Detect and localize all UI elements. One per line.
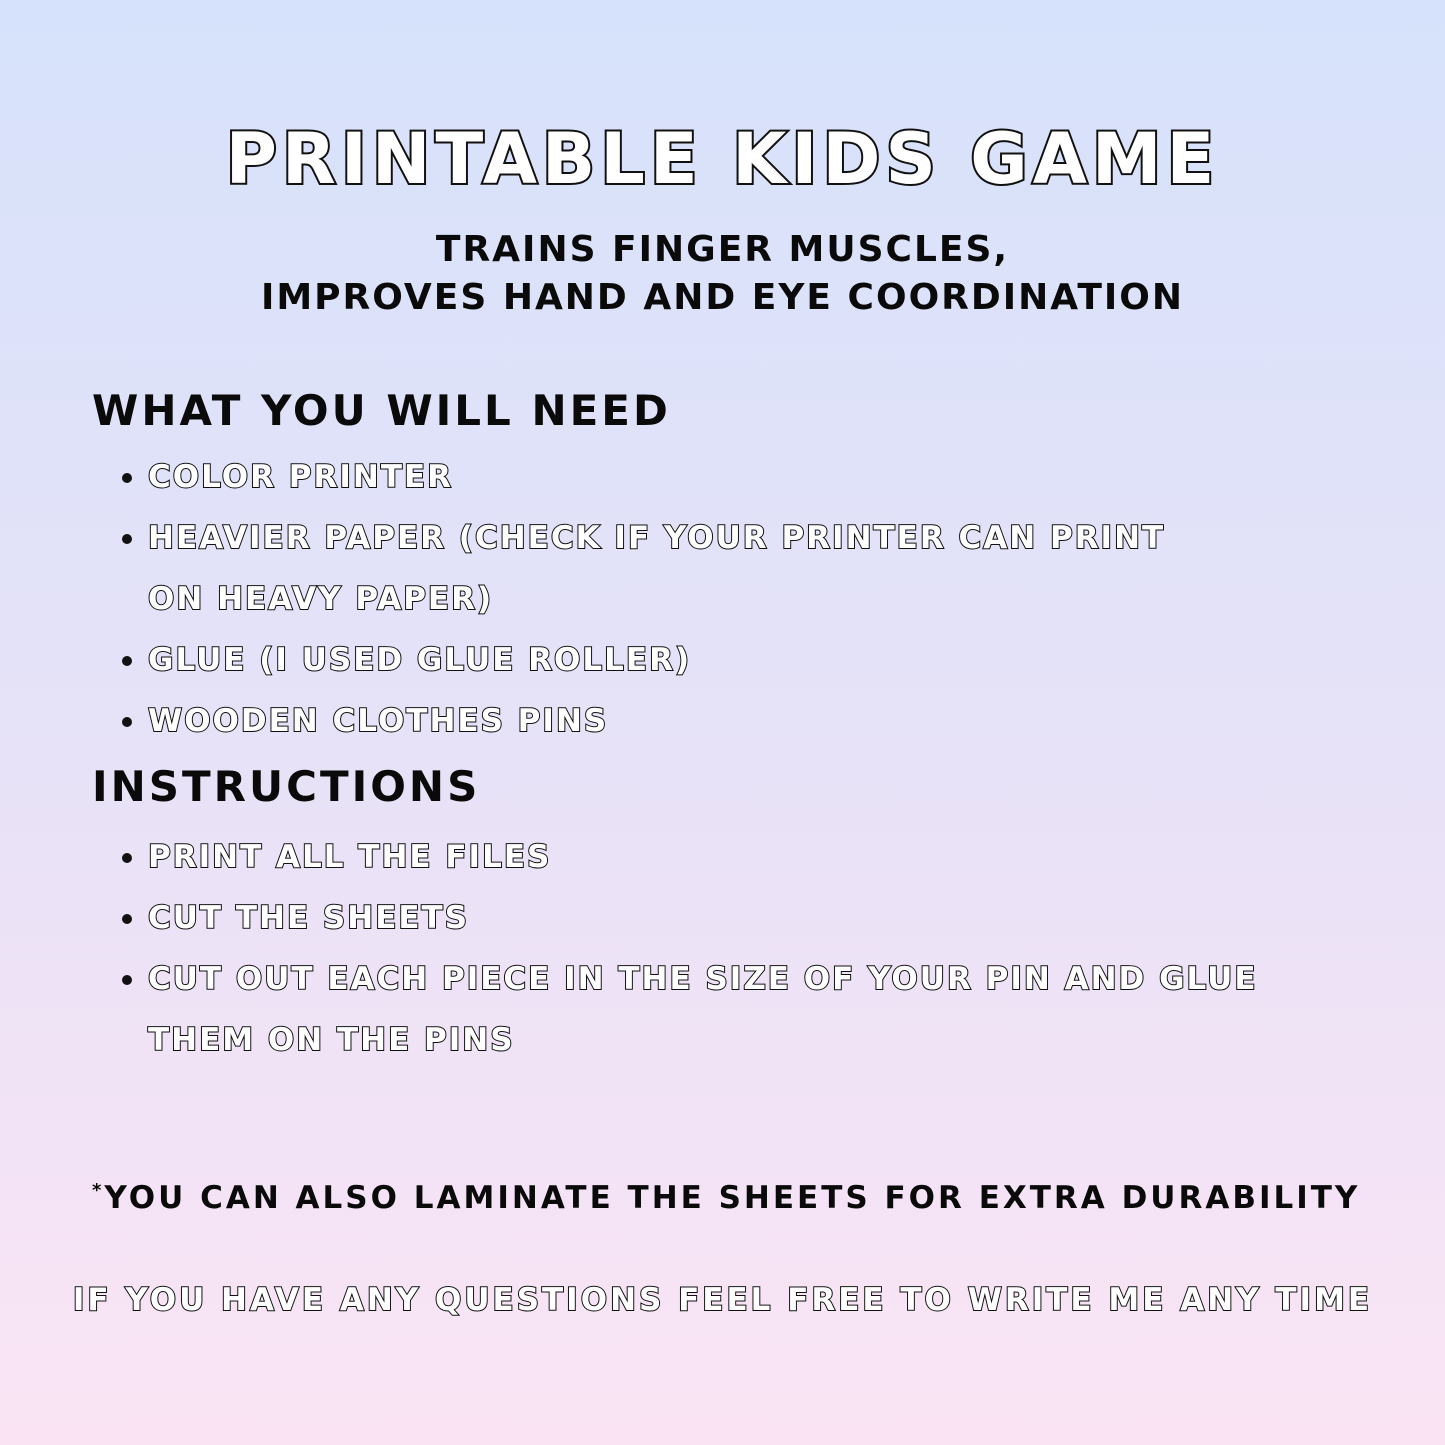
bullet-icon: [122, 534, 132, 544]
bullet-icon: [122, 975, 132, 985]
note-marker: *: [92, 1180, 105, 1201]
list-item: [148, 447, 1228, 508]
list-item-label: PRINT ALL THE FILES: [148, 839, 552, 875]
subtitle-line-2: IMPROVES HAND AND EYE COORDINATION: [260, 277, 1185, 318]
list-item-label: WOODEN CLOTHES PINS: [148, 703, 609, 739]
list-item: [148, 827, 1348, 888]
list-item: [148, 508, 1228, 630]
list-item-label: HEAVIER PAPER (CHECK IF YOUR PRINTER CAN PRINT ON HEAVY PAPER): [148, 520, 1166, 617]
laminate-note: [92, 1180, 1360, 1216]
list-item: [148, 630, 1228, 691]
bullet-icon: [122, 717, 132, 727]
needs-heading: WHAT YOU WILL NEED: [92, 386, 671, 435]
subtitle-line-1: TRAINS FINGER MUSCLES,: [435, 229, 1010, 270]
needs-list: [148, 447, 1228, 752]
note-text: YOU CAN ALSO LAMINATE THE SHEETS FOR EXTRA DURABILITY: [104, 1180, 1361, 1216]
contact-footer: IF YOU HAVE ANY QUESTIONS FEEL FREE TO WRITE ME ANY TIME: [72, 1282, 1373, 1318]
list-item-label: CUT OUT EACH PIECE IN THE SIZE OF YOUR PIN AND GLUE THEM ON THE PINS: [148, 961, 1258, 1058]
bullet-icon: [122, 853, 132, 863]
list-item: [148, 949, 1348, 1071]
instructions-heading: INSTRUCTIONS: [92, 762, 481, 811]
instructions-list: [148, 827, 1348, 1071]
bullet-icon: [122, 656, 132, 666]
list-item: [148, 888, 1348, 949]
bullet-icon: [122, 473, 132, 483]
bullet-icon: [122, 914, 132, 924]
subtitle: [0, 226, 1445, 322]
list-item: [148, 691, 1228, 752]
list-item-label: GLUE (I USED GLUE ROLLER): [148, 642, 692, 678]
page-title: PRINTABLE KIDS GAME: [225, 118, 1220, 200]
list-item-label: COLOR PRINTER: [148, 459, 454, 495]
list-item-label: CUT THE SHEETS: [148, 900, 470, 936]
